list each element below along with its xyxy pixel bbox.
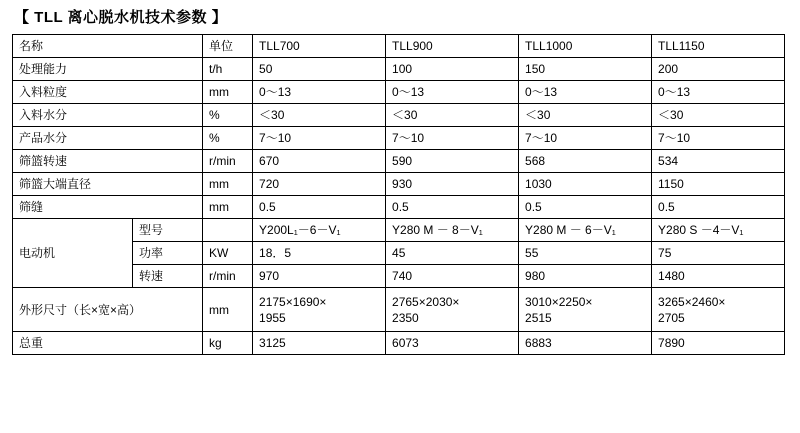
- row-value-tll1000: ＜30: [519, 104, 652, 127]
- dimension-label: 外形尺寸（长×宽×高）: [13, 288, 203, 332]
- header-cell-tll900: TLL900: [386, 35, 519, 58]
- table-row: [13, 81, 785, 104]
- table-row: [13, 127, 785, 150]
- row-value-tll900: 930: [386, 173, 519, 196]
- row-label: 筛篮转速: [13, 150, 203, 173]
- page-title: 【 TLL 离心脱水机技术参数 】: [14, 9, 228, 26]
- row-label: 入料水分: [13, 104, 203, 127]
- motor-model-tll1000: Y280 M － 6－V₁: [519, 219, 652, 242]
- motor-unit-speed: r/min: [203, 265, 253, 288]
- weight-tll700: 3125: [253, 332, 386, 355]
- motor-speed-tll700: 970: [253, 265, 386, 288]
- row-value-tll1150: 200: [652, 58, 785, 81]
- header-cell-name: 名称: [13, 35, 203, 58]
- weight-row: [13, 332, 785, 355]
- weight-unit: kg: [203, 332, 253, 355]
- dimension-row: [13, 288, 785, 332]
- table-row: [13, 173, 785, 196]
- row-value-tll900: 0～13: [386, 81, 519, 104]
- dimension-tll1000: 3010×2250× 2515: [519, 288, 652, 332]
- dimension-tll1150: 3265×2460× 2705: [652, 288, 785, 332]
- motor-unit-model: [203, 219, 253, 242]
- row-value-tll1000: 1030: [519, 173, 652, 196]
- row-value-tll900: 100: [386, 58, 519, 81]
- row-value-tll700: 0～13: [253, 81, 386, 104]
- row-value-tll1150: 0.5: [652, 196, 785, 219]
- row-value-tll1150: 1150: [652, 173, 785, 196]
- motor-power-tll900: 45: [386, 242, 519, 265]
- header-cell-tll700: TLL700: [253, 35, 386, 58]
- motor-unit-power: KW: [203, 242, 253, 265]
- motor-model-tll900: Y280 M － 8－V₁: [386, 219, 519, 242]
- row-unit: mm: [203, 173, 253, 196]
- row-unit: %: [203, 104, 253, 127]
- weight-tll1150: 7890: [652, 332, 785, 355]
- row-value-tll700: 7～10: [253, 127, 386, 150]
- weight-tll1000: 6883: [519, 332, 652, 355]
- row-value-tll900: 590: [386, 150, 519, 173]
- table-row: [13, 104, 785, 127]
- row-value-tll1150: 0～13: [652, 81, 785, 104]
- motor-model-tll700: Y200L₁－6－V₁: [253, 219, 386, 242]
- weight-label: 总重: [13, 332, 203, 355]
- row-value-tll1000: 568: [519, 150, 652, 173]
- motor-row-model: [13, 219, 785, 242]
- row-unit: mm: [203, 196, 253, 219]
- row-value-tll700: 720: [253, 173, 386, 196]
- dimension-tll700: 2175×1690× 1955: [253, 288, 386, 332]
- row-value-tll700: ＜30: [253, 104, 386, 127]
- header-cell-unit: 单位: [203, 35, 253, 58]
- row-value-tll700: 50: [253, 58, 386, 81]
- row-value-tll1000: 0～13: [519, 81, 652, 104]
- row-unit: mm: [203, 81, 253, 104]
- table-row: [13, 196, 785, 219]
- row-value-tll900: 7～10: [386, 127, 519, 150]
- row-value-tll900: 0.5: [386, 196, 519, 219]
- row-label: 入料粒度: [13, 81, 203, 104]
- row-value-tll1000: 0.5: [519, 196, 652, 219]
- weight-tll900: 6073: [386, 332, 519, 355]
- row-value-tll700: 0.5: [253, 196, 386, 219]
- header-cell-tll1150: TLL1150: [652, 35, 785, 58]
- motor-model-tll1150: Y280 S －4－V₁: [652, 219, 785, 242]
- row-value-tll700: 670: [253, 150, 386, 173]
- spec-table: [12, 34, 785, 355]
- row-value-tll1150: 7～10: [652, 127, 785, 150]
- table-row: [13, 58, 785, 81]
- row-label: 产品水分: [13, 127, 203, 150]
- row-label: 筛缝: [13, 196, 203, 219]
- row-value-tll1150: 534: [652, 150, 785, 173]
- motor-sub-label-power: 功率: [133, 242, 203, 265]
- dimension-unit: mm: [203, 288, 253, 332]
- dimension-tll900: 2765×2030× 2350: [386, 288, 519, 332]
- table-header-row: [13, 35, 785, 58]
- motor-power-tll1150: 75: [652, 242, 785, 265]
- row-value-tll1000: 150: [519, 58, 652, 81]
- motor-speed-tll900: 740: [386, 265, 519, 288]
- motor-sub-label-model: 型号: [133, 219, 203, 242]
- motor-sub-label-speed: 转速: [133, 265, 203, 288]
- motor-speed-tll1000: 980: [519, 265, 652, 288]
- table-row: [13, 150, 785, 173]
- row-value-tll1000: 7～10: [519, 127, 652, 150]
- motor-group-label: 电动机: [13, 219, 133, 288]
- row-unit: t/h: [203, 58, 253, 81]
- header-cell-tll1000: TLL1000: [519, 35, 652, 58]
- row-label: 筛篮大端直径: [13, 173, 203, 196]
- row-value-tll900: ＜30: [386, 104, 519, 127]
- row-label: 处理能力: [13, 58, 203, 81]
- row-value-tll1150: ＜30: [652, 104, 785, 127]
- motor-power-tll1000: 55: [519, 242, 652, 265]
- row-unit: r/min: [203, 150, 253, 173]
- row-unit: %: [203, 127, 253, 150]
- motor-speed-tll1150: 1480: [652, 265, 785, 288]
- motor-power-tll700: 18．5: [253, 242, 386, 265]
